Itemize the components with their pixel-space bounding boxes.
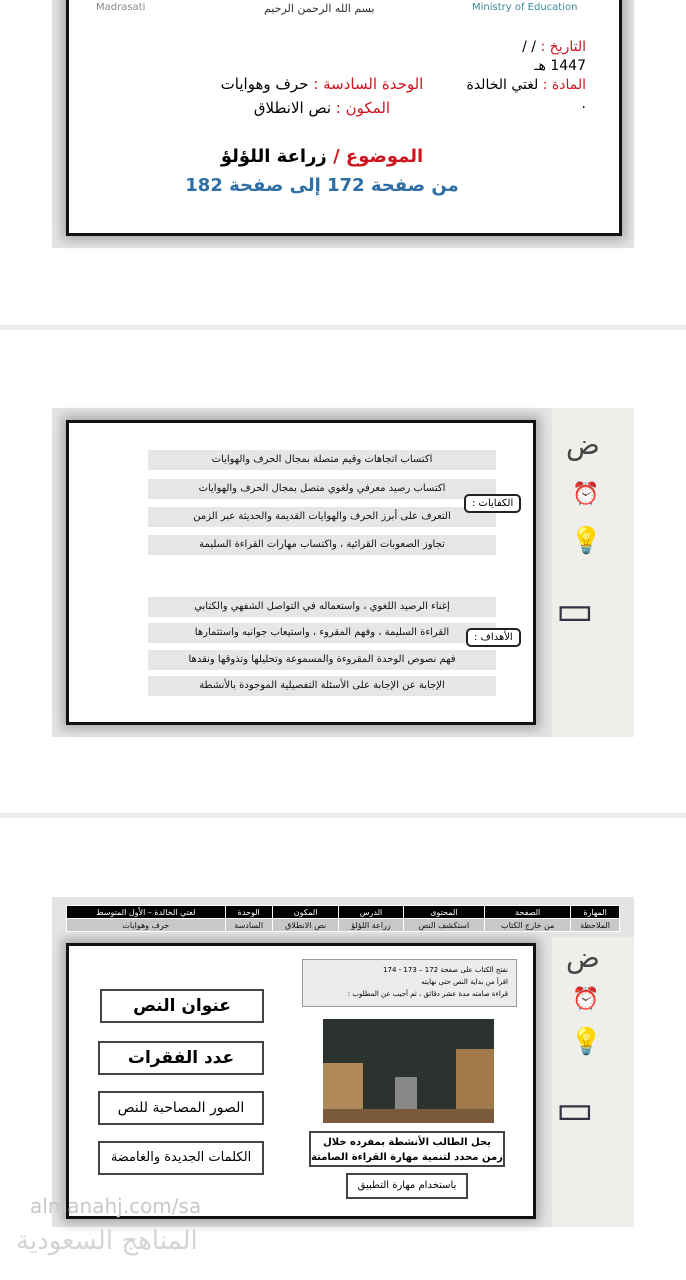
desk-icon: ▭: [556, 588, 594, 634]
watermark-name: المناهج السعودية: [16, 1226, 198, 1256]
competency-item: اكتساب اتجاهات وقيم متصلة بمجال الحرف والهوايات: [148, 450, 496, 470]
clock-icon: ⏰: [572, 482, 600, 507]
book-stack: [323, 1063, 363, 1109]
table-cell: من خارج الكتاب: [485, 919, 571, 932]
classroom-image: [323, 1019, 494, 1123]
topic-value: زراعة اللؤلؤ: [220, 146, 327, 167]
table-cell: حرف وهوايات: [67, 919, 226, 932]
slide-title: [52, 0, 634, 248]
ministry-logo: Ministry of Education: [472, 2, 578, 13]
book-stack: [456, 1049, 494, 1109]
table-cell: استكشف النص: [403, 919, 485, 932]
table-header: المهارة: [571, 906, 620, 919]
item-images: الصور المصاحبة للنص: [98, 1091, 264, 1125]
instruction-line: قراءة صامته مدة عشر دقائق ، ثم أجيب عن المطلوب :: [347, 990, 508, 998]
table-header: لغتي الخالدة – الأول المتوسط: [67, 906, 226, 919]
skill-note: باستخدام مهارة التطبيق: [346, 1173, 468, 1199]
subject-label: المادة :: [542, 77, 586, 93]
slide-lesson: [52, 897, 634, 1227]
lesson-info-table: [66, 905, 620, 932]
item-paragraph-count: عدد الفقرات: [98, 1041, 264, 1075]
table-header: الصفحة: [485, 906, 571, 919]
lightbulb-icon: 💡: [570, 1027, 603, 1057]
table-header: المحتوى: [403, 906, 485, 919]
goal-item: إغناء الرصيد اللغوي ، واستعماله في التواصل الشفهي والكتابي: [148, 597, 496, 617]
subject-value: لغتي الخالدة .: [466, 77, 586, 112]
date-value: / /: [522, 39, 537, 55]
table-cell: السادسة: [225, 919, 272, 932]
lightbulb-icon: 💡: [570, 526, 603, 556]
table-header: الدرس: [339, 906, 403, 919]
instruction-line: نفتح الكتاب على صفحة 172 – 173 - 174: [383, 966, 508, 974]
goals-label: الأهداف :: [466, 628, 521, 647]
topic-label: الموضوع /: [333, 146, 424, 167]
decorative-sidebar: [552, 937, 634, 1227]
competencies-label: الكفايات :: [464, 494, 521, 513]
divider: [0, 325, 686, 330]
table-cell: الملاحظة: [571, 919, 620, 932]
table-cell: زراعة اللؤلؤ: [339, 919, 403, 932]
topic: [172, 146, 472, 167]
year: 1447 هـ: [534, 58, 586, 74]
table-header: الوحدة: [225, 906, 272, 919]
letter-dad-icon: ض: [566, 941, 600, 974]
item-new-words: الكلمات الجديدة والغامضة: [98, 1141, 264, 1175]
page-range: من صفحة 172 إلى صفحة 182: [185, 175, 459, 196]
slide-objectives: [52, 408, 634, 737]
madrasati-logo: Madrasati: [96, 2, 146, 13]
letter-dad-icon: ض: [566, 428, 600, 461]
item-text-title: عنوان النص: [100, 989, 264, 1023]
goal-item: القراءة السليمة ، وفهم المقروء ، واستيعاب جوانبه واستثمارها: [148, 623, 496, 643]
goal-item: الإجابة عن الإجابة على الأسئلة التفصيلية الموجودة بالأنشطة: [148, 676, 496, 696]
unit-value: حرف وهوايات: [220, 75, 309, 93]
component-label: المكون :: [335, 99, 391, 117]
date-subject-block: [466, 38, 586, 114]
decorative-sidebar: [552, 408, 634, 737]
table-header: المكون: [272, 906, 339, 919]
instructions-box: [302, 959, 517, 1007]
unit-label: الوحدة السادسة :: [313, 75, 424, 93]
watermark-url: almanahj.com/sa: [30, 1194, 202, 1218]
instruction-line: اقرأ من بداية النص حتى نهايته: [421, 978, 508, 986]
table-cell: نص الانطلاق: [272, 919, 339, 932]
goal-item: فهم نصوص الوحدة المقروءة والمسموعة وتحليلها وتذوقها ونقدها: [148, 650, 496, 670]
desk-icon: ▭: [556, 1087, 594, 1133]
competency-item: اكتساب رصيد معرفي ولغوي متصل بمجال الحرف والهوايات: [148, 479, 496, 499]
clock-icon: ⏰: [572, 987, 600, 1012]
activity-note: يحل الطالب الأنشطة بمفرده خلال زمن محدد لتنمية مهارة القراءة الصامتة: [309, 1131, 505, 1167]
pencil-cup: [395, 1077, 417, 1109]
competency-item: التعرف على أبرز الحرف والهوايات القديمة والحديثة عبر الزمن: [148, 507, 496, 527]
component-value: نص الانطلاق: [253, 99, 332, 117]
competency-item: تجاوز الصعوبات القرائية ، واكتساب مهارات القراءة السليمة: [148, 535, 496, 555]
divider: [0, 813, 686, 818]
date-label: التاريخ :: [540, 39, 586, 55]
unit-block: [202, 72, 442, 120]
basmala: بسم الله الرحمن الرحيم: [264, 2, 375, 15]
